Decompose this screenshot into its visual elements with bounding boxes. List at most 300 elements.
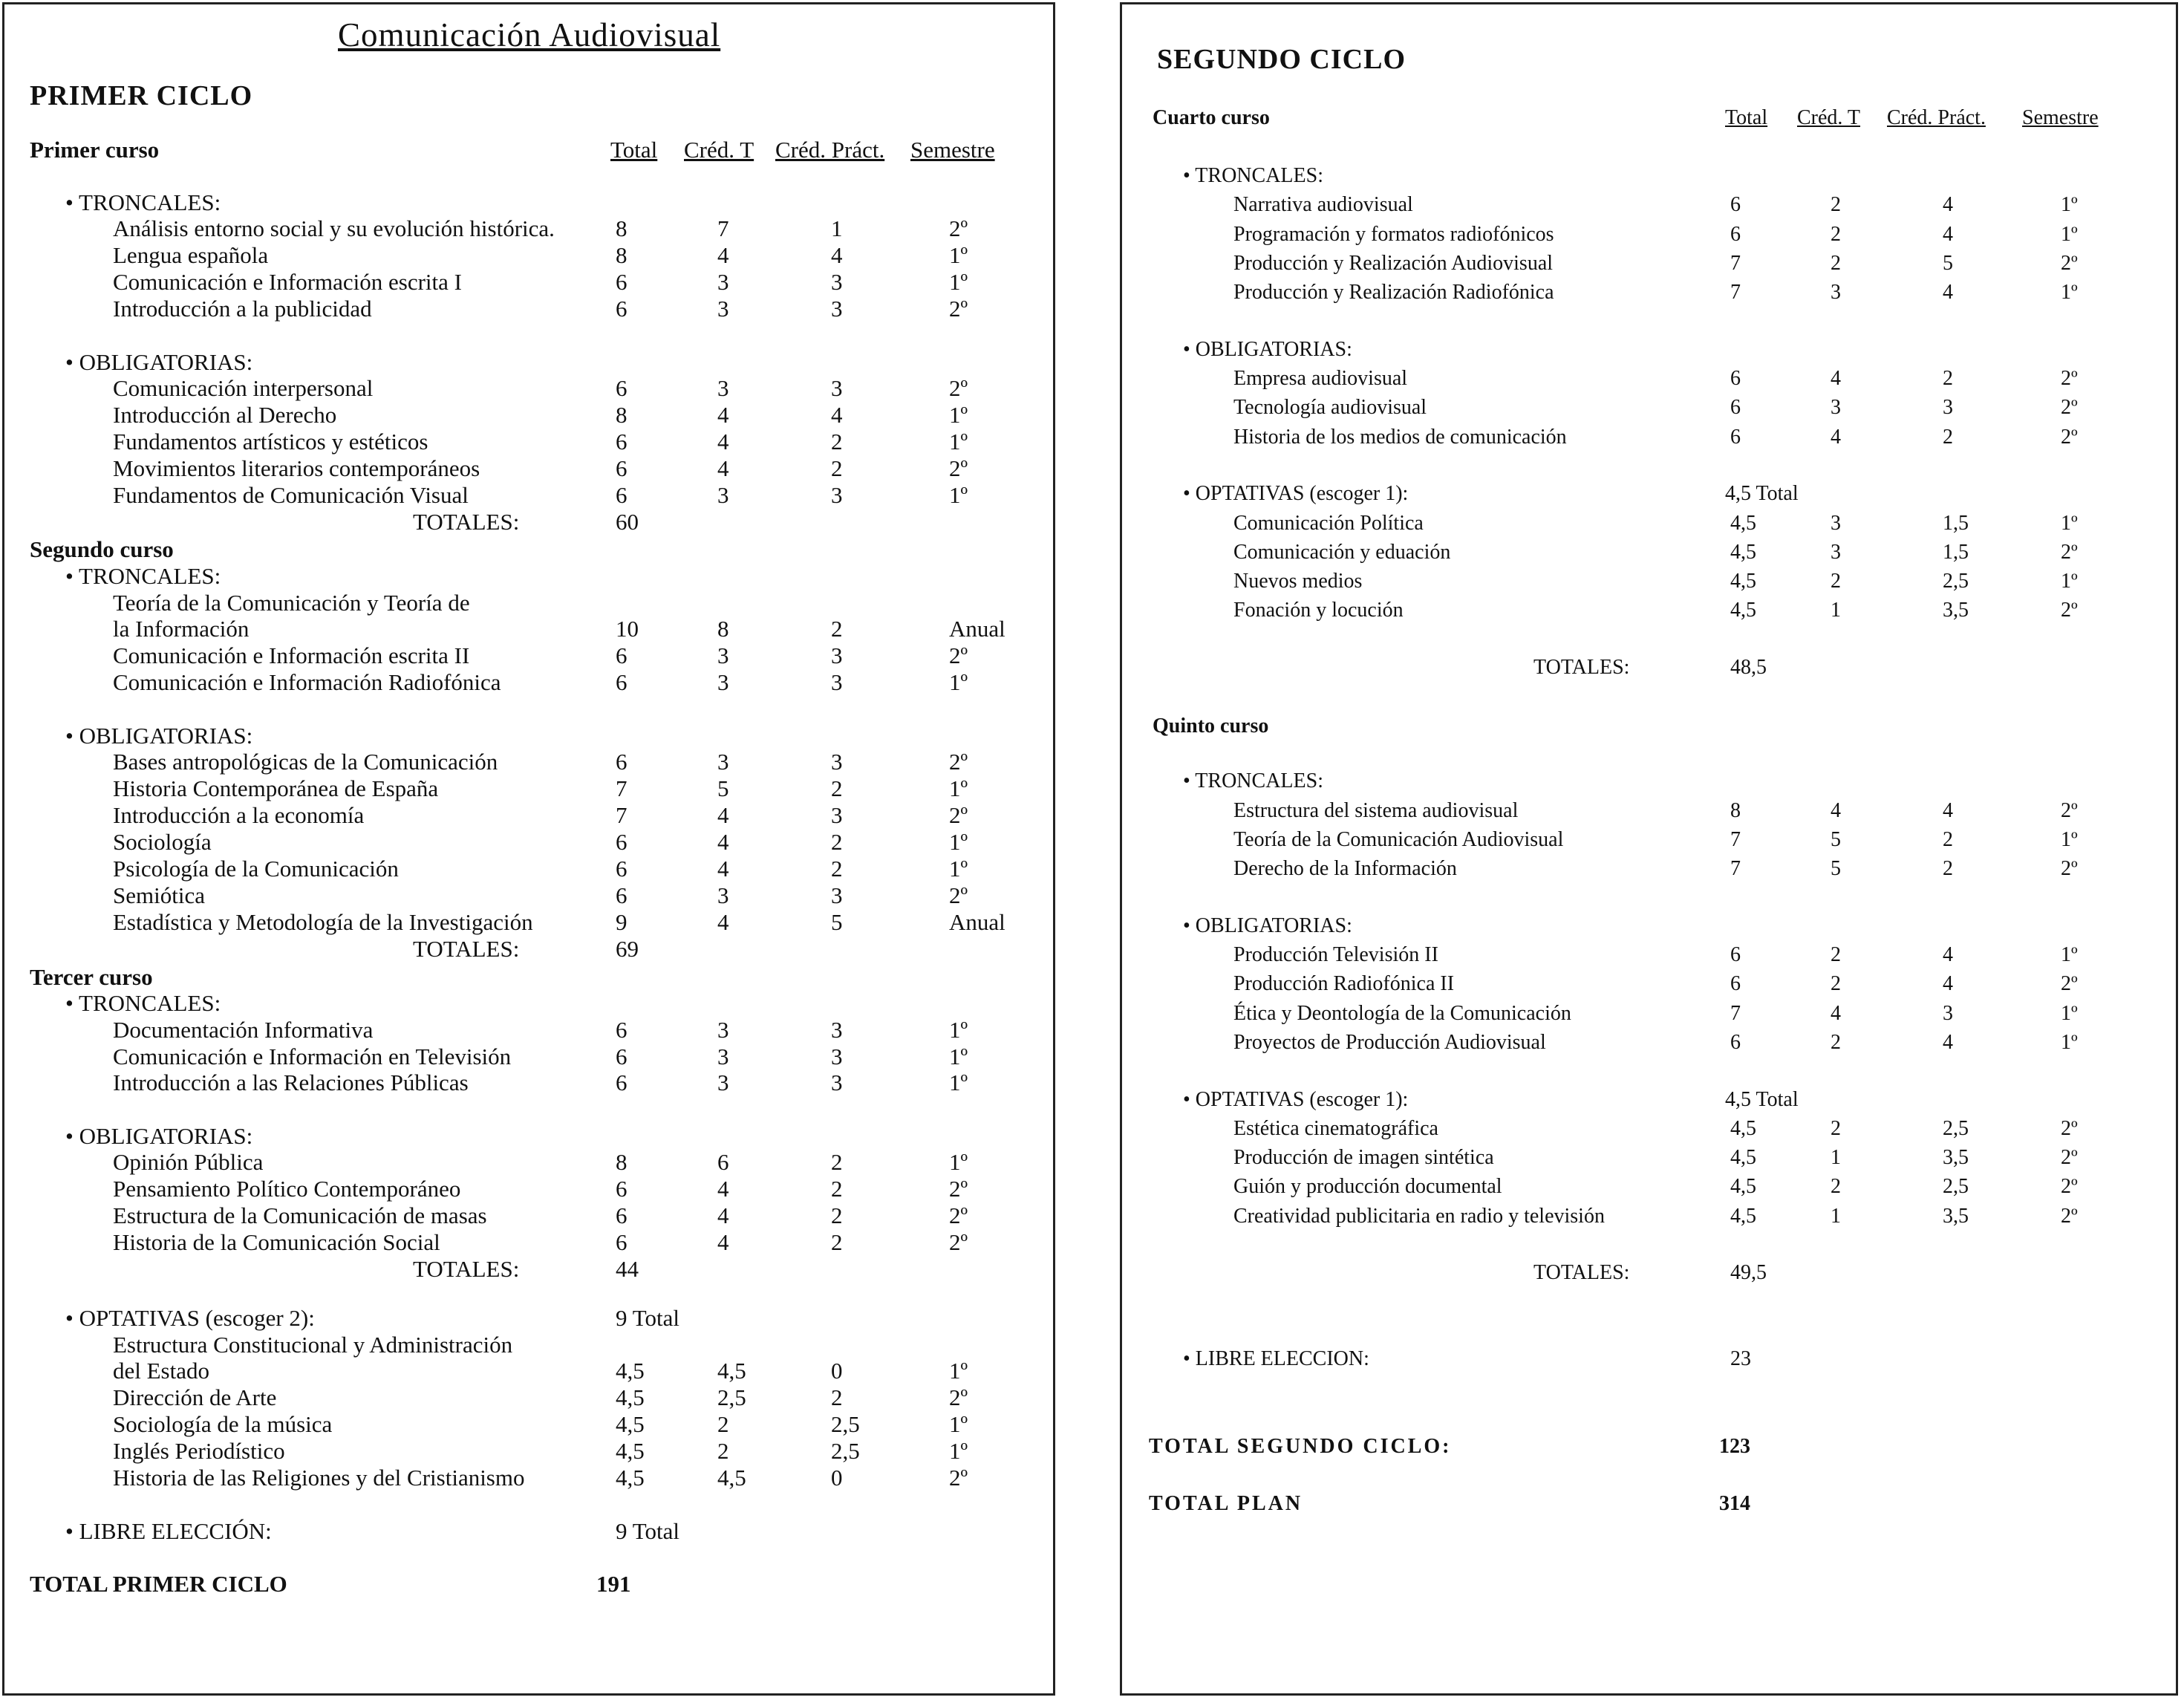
subject-cred-t: 3 — [717, 482, 729, 508]
subject-cred-t: 7 — [717, 215, 729, 241]
subject-semestre: 1º — [949, 1017, 968, 1043]
subject-semestre: 1º — [949, 775, 968, 801]
subject-name: Empresa audiovisual — [1233, 367, 1408, 390]
subject-cred-p: 3,5 — [1943, 1146, 1969, 1169]
subject-total: 4,5 — [616, 1384, 645, 1410]
subject-semestre: 1º — [2061, 223, 2078, 246]
subject-cred-p: 2 — [1943, 426, 1953, 449]
subject-semestre: 2º — [2061, 1205, 2078, 1228]
subject-semestre: 1º — [949, 1358, 968, 1384]
column-header-cred-t: Créd. T — [1797, 106, 1861, 129]
subject-cred-p: 3 — [831, 882, 843, 908]
subject-semestre: 1º — [949, 402, 968, 428]
subject-name: Introducción a las Relaciones Públicas — [113, 1069, 469, 1095]
subject-total: 10 — [616, 616, 639, 642]
subject-cred-t: 1 — [1831, 1146, 1841, 1169]
subject-name: Comunicación e Información Radiofónica — [113, 669, 501, 695]
subject-semestre: 1º — [2061, 1002, 2078, 1025]
group-label: • OBLIGATORIAS: — [65, 349, 253, 375]
group-label: • OBLIGATORIAS: — [65, 723, 253, 749]
group-label: • TRONCALES: — [65, 189, 221, 215]
subject-semestre: Anual — [949, 616, 1005, 642]
subject-semestre: 1º — [2061, 193, 2078, 216]
subject-cred-p: 2,5 — [831, 1411, 860, 1437]
subject-cred-p: 4 — [1943, 193, 1953, 216]
subject-cred-p: 4 — [831, 402, 843, 428]
subject-total: 6 — [1730, 943, 1741, 966]
subject-cred-p: 3 — [831, 802, 843, 828]
course-totals-value: 69 — [616, 936, 639, 962]
group-total: 4,5 Total — [1725, 482, 1799, 505]
subject-name: Psicología de la Comunicación — [113, 856, 399, 882]
subject-total: 4,5 — [1730, 541, 1756, 564]
subject-cred-t: 4,5 — [717, 1358, 746, 1384]
subject-total: 9 — [616, 909, 628, 935]
subject-semestre: 2º — [949, 802, 968, 828]
group-label: • OBLIGATORIAS: — [1183, 914, 1352, 937]
subject-cred-t: 6 — [717, 1149, 729, 1175]
subject-semestre: 2º — [949, 215, 968, 241]
subject-total: 8 — [616, 215, 628, 241]
subject-name: Teoría de la Comunicación y Teoría de — [113, 590, 470, 616]
subject-semestre: 2º — [2061, 1175, 2078, 1198]
subject-cred-t: 3 — [717, 375, 729, 401]
subject-semestre: 2º — [949, 642, 968, 668]
subject-name: Comunicación y eduación — [1233, 541, 1451, 564]
subject-cred-t: 4 — [717, 856, 729, 882]
subject-name: Fundamentos de Comunicación Visual — [113, 482, 469, 508]
subject-cred-t: 2,5 — [717, 1384, 746, 1410]
subject-semestre: 2º — [2061, 1146, 2078, 1169]
subject-semestre: 2º — [949, 296, 968, 322]
subject-cred-p: 2 — [831, 1384, 843, 1410]
subject-cred-t: 4 — [717, 429, 729, 455]
subject-cred-p: 0 — [831, 1358, 843, 1384]
course-totals-value: 60 — [616, 509, 639, 535]
subject-semestre: 1º — [949, 1438, 968, 1464]
subject-cred-p: 3 — [831, 375, 843, 401]
subject-total: 6 — [616, 375, 628, 401]
subject-cred-t: 4 — [1831, 426, 1841, 449]
subject-total: 8 — [616, 402, 628, 428]
subject-semestre: 2º — [2061, 1117, 2078, 1140]
cycle-heading: PRIMER CICLO — [30, 80, 253, 111]
subject-total: 7 — [616, 775, 628, 801]
subject-name: Comunicación interpersonal — [113, 375, 374, 401]
course-heading: Primer curso — [30, 137, 160, 163]
subject-semestre: 2º — [2061, 252, 2078, 275]
subject-name: Producción Radiofónica II — [1233, 972, 1455, 995]
subject-semestre: Anual — [949, 909, 1005, 935]
subject-semestre: 2º — [949, 882, 968, 908]
subject-cred-p: 3 — [1943, 396, 1953, 419]
subject-name: Comunicación e Información escrita I — [113, 269, 462, 295]
subject-cred-p: 3,5 — [1943, 1205, 1969, 1228]
subject-total: 4,5 — [616, 1438, 645, 1464]
subject-name: Historia Contemporánea de España — [113, 775, 439, 801]
subject-total: 7 — [1730, 252, 1741, 275]
subject-cred-t: 2 — [1831, 1175, 1841, 1198]
subject-cred-p: 2 — [1943, 367, 1953, 390]
subject-cred-p: 2 — [831, 616, 843, 642]
group-label: • OPTATIVAS (escoger 1): — [1183, 482, 1409, 505]
subject-name: Historia de las Religiones y del Cristianismo — [113, 1465, 525, 1491]
subject-cred-t: 3 — [717, 669, 729, 695]
subject-semestre: 2º — [949, 1176, 968, 1202]
total-primer-ciclo-value: 191 — [596, 1571, 631, 1597]
group-total: 9 Total — [616, 1305, 679, 1331]
subject-total: 6 — [616, 749, 628, 775]
subject-semestre: 2º — [949, 1229, 968, 1255]
group-label: • OBLIGATORIAS: — [65, 1123, 253, 1149]
subject-name: Producción de imagen sintética — [1233, 1146, 1494, 1169]
subject-cred-t: 2 — [1831, 972, 1841, 995]
subject-semestre: 1º — [949, 1149, 968, 1175]
subject-cred-t: 8 — [717, 616, 729, 642]
cycle-heading: SEGUNDO CICLO — [1157, 44, 1406, 75]
column-header-total: Total — [1725, 106, 1768, 129]
subject-cred-t: 3 — [1831, 512, 1841, 535]
subject-semestre: 2º — [2061, 857, 2078, 880]
subject-total: 8 — [616, 242, 628, 268]
subject-cred-t: 3 — [717, 1017, 729, 1043]
group-label: • TRONCALES: — [1183, 164, 1323, 187]
subject-cred-t: 3 — [1831, 541, 1841, 564]
subject-cred-p: 2 — [1943, 828, 1953, 851]
subject-semestre: 1º — [949, 242, 968, 268]
subject-semestre: 1º — [2061, 943, 2078, 966]
subject-semestre: 2º — [2061, 426, 2078, 449]
subject-total: 4,5 — [1730, 1117, 1756, 1140]
course-heading: Tercer curso — [30, 964, 153, 990]
subject-cred-t: 3 — [717, 642, 729, 668]
subject-total: 6 — [616, 455, 628, 481]
subject-total: 6 — [616, 482, 628, 508]
subject-cred-t: 4 — [717, 455, 729, 481]
subject-cred-p: 2 — [1943, 857, 1953, 880]
subject-name: Producción Televisión II — [1233, 943, 1438, 966]
subject-name: Estética cinematográfica — [1233, 1117, 1438, 1140]
subject-cred-p: 4 — [1943, 799, 1953, 822]
subject-cred-p: 2,5 — [1943, 570, 1969, 593]
subject-semestre: 2º — [949, 1202, 968, 1228]
subject-name: Fonación y locución — [1233, 599, 1404, 622]
subject-semestre: 2º — [2061, 799, 2078, 822]
subject-semestre: 1º — [949, 1043, 968, 1069]
subject-total: 4,5 — [1730, 1175, 1756, 1198]
subject-name: Tecnología audiovisual — [1233, 396, 1427, 419]
subject-total: 6 — [616, 669, 628, 695]
course-totals-label: TOTALES: — [1533, 656, 1630, 679]
subject-cred-p: 2 — [831, 1149, 843, 1175]
subject-name: Análisis entorno social y su evolución histórica. — [113, 215, 555, 241]
course-totals-value: 49,5 — [1730, 1261, 1767, 1284]
subject-cred-t: 3 — [1831, 281, 1841, 304]
subject-name: la Información — [113, 616, 250, 642]
subject-total: 6 — [616, 1069, 628, 1095]
subject-semestre: 2º — [949, 455, 968, 481]
subject-cred-t: 1 — [1831, 599, 1841, 622]
subject-name: del Estado — [113, 1358, 209, 1384]
subject-cred-t: 4 — [717, 242, 729, 268]
subject-name: Pensamiento Político Contemporáneo — [113, 1176, 461, 1202]
subject-cred-t: 5 — [1831, 857, 1841, 880]
subject-name: Sociología de la música — [113, 1411, 333, 1437]
subject-total: 6 — [616, 1176, 628, 1202]
subject-cred-t: 4 — [717, 1202, 729, 1228]
subject-total: 6 — [616, 882, 628, 908]
subject-total: 4,5 — [1730, 512, 1756, 535]
subject-name: Documentación Informativa — [113, 1017, 374, 1043]
subject-total: 6 — [616, 429, 628, 455]
subject-cred-p: 3 — [831, 1043, 843, 1069]
subject-name: Proyectos de Producción Audiovisual — [1233, 1031, 1546, 1054]
subject-cred-p: 4 — [1943, 1031, 1953, 1054]
subject-cred-p: 2,5 — [1943, 1175, 1969, 1198]
total-plan-value: 314 — [1719, 1492, 1750, 1515]
subject-cred-t: 3 — [1831, 396, 1841, 419]
subject-total: 4,5 — [616, 1411, 645, 1437]
subject-cred-p: 2,5 — [1943, 1117, 1969, 1140]
subject-cred-t: 2 — [1831, 570, 1841, 593]
subject-cred-t: 2 — [717, 1411, 729, 1437]
subject-name: Programación y formatos radiofónicos — [1233, 223, 1554, 246]
subject-cred-p: 3 — [831, 642, 843, 668]
subject-cred-p: 3 — [831, 296, 843, 322]
subject-total: 7 — [1730, 281, 1741, 304]
subject-name: Historia de los medios de comunicación — [1233, 426, 1567, 449]
group-label: • OPTATIVAS (escoger 2): — [65, 1305, 315, 1331]
subject-name: Nuevos medios — [1233, 570, 1363, 593]
subject-cred-p: 1,5 — [1943, 512, 1969, 535]
subject-semestre: 2º — [2061, 367, 2078, 390]
subject-cred-p: 4 — [831, 242, 843, 268]
subject-name: Comunicación Política — [1233, 512, 1424, 535]
subject-cred-t: 4 — [717, 1229, 729, 1255]
course-heading: Cuarto curso — [1153, 106, 1270, 129]
subject-cred-p: 4 — [1943, 943, 1953, 966]
subject-total: 6 — [616, 269, 628, 295]
subject-total: 6 — [616, 1043, 628, 1069]
total-plan-label: TOTAL PLAN — [1149, 1492, 1303, 1515]
subject-cred-t: 4 — [1831, 799, 1841, 822]
subject-name: Creatividad publicitaria en radio y televisión — [1233, 1205, 1605, 1228]
column-header-cred-p: Créd. Práct. — [1887, 106, 1986, 129]
subject-cred-t: 5 — [717, 775, 729, 801]
subject-cred-p: 4 — [1943, 972, 1953, 995]
subject-total: 4,5 — [1730, 1146, 1756, 1169]
subject-total: 4,5 — [1730, 1205, 1756, 1228]
subject-total: 4,5 — [616, 1465, 645, 1491]
subject-cred-t: 2 — [1831, 943, 1841, 966]
subject-cred-p: 3 — [831, 1069, 843, 1095]
subject-semestre: 2º — [2061, 972, 2078, 995]
subject-cred-t: 4,5 — [717, 1465, 746, 1491]
subject-cred-p: 2 — [831, 1202, 843, 1228]
subject-name: Producción y Realización Audiovisual — [1233, 252, 1554, 275]
group-label: • OPTATIVAS (escoger 1): — [1183, 1088, 1409, 1111]
subject-cred-t: 2 — [1831, 223, 1841, 246]
subject-total: 6 — [1730, 367, 1741, 390]
subject-name: Lengua española — [113, 242, 269, 268]
subject-semestre: 2º — [2061, 541, 2078, 564]
subject-cred-t: 2 — [1831, 1117, 1841, 1140]
subject-semestre: 2º — [2061, 599, 2078, 622]
course-totals-label: TOTALES: — [1533, 1261, 1630, 1284]
column-header-semestre: Semestre — [910, 137, 995, 163]
subject-total: 4,5 — [1730, 570, 1756, 593]
subject-total: 6 — [616, 1202, 628, 1228]
subject-cred-p: 3 — [831, 749, 843, 775]
subject-cred-t: 3 — [717, 882, 729, 908]
total-primer-ciclo-label: TOTAL PRIMER CICLO — [30, 1571, 287, 1597]
subject-semestre: 1º — [949, 829, 968, 855]
subject-name: Inglés Periodístico — [113, 1438, 285, 1464]
subject-cred-p: 0 — [831, 1465, 843, 1491]
subject-name: Bases antropológicas de la Comunicación — [113, 749, 498, 775]
subject-cred-t: 4 — [717, 829, 729, 855]
subject-total: 6 — [616, 829, 628, 855]
course-heading: Quinto curso — [1153, 714, 1269, 737]
subject-semestre: 1º — [2061, 281, 2078, 304]
subject-cred-t: 3 — [717, 1043, 729, 1069]
subject-semestre: 1º — [949, 269, 968, 295]
course-totals-label: TOTALES: — [413, 1256, 520, 1282]
subject-total: 7 — [1730, 857, 1741, 880]
subject-cred-p: 3,5 — [1943, 599, 1969, 622]
subject-cred-t: 3 — [717, 296, 729, 322]
subject-cred-t: 2 — [1831, 193, 1841, 216]
subject-name: Estructura de la Comunicación de masas — [113, 1202, 487, 1228]
subject-name: Comunicación e Información en Televisión — [113, 1043, 512, 1069]
subject-total: 7 — [1730, 828, 1741, 851]
subject-total: 6 — [616, 1017, 628, 1043]
subject-semestre: 2º — [949, 1465, 968, 1491]
subject-total: 8 — [616, 1149, 628, 1175]
course-heading: Segundo curso — [30, 536, 174, 562]
subject-cred-t: 4 — [1831, 367, 1841, 390]
group-label: • TRONCALES: — [65, 990, 221, 1016]
subject-cred-p: 5 — [831, 909, 843, 935]
subject-name: Dirección de Arte — [113, 1384, 277, 1410]
subject-name: Estructura del sistema audiovisual — [1233, 799, 1519, 822]
subject-total: 7 — [616, 802, 628, 828]
column-header-semestre: Semestre — [2022, 106, 2099, 129]
subject-name: Ética y Deontología de la Comunicación — [1233, 1002, 1571, 1025]
column-header-total: Total — [610, 137, 658, 163]
subject-total: 6 — [1730, 396, 1741, 419]
subject-cred-p: 1 — [831, 215, 843, 241]
subject-semestre: 1º — [949, 669, 968, 695]
subject-cred-p: 2 — [831, 829, 843, 855]
subject-total: 4,5 — [616, 1358, 645, 1384]
subject-cred-t: 2 — [717, 1438, 729, 1464]
subject-name: Movimientos literarios contemporáneos — [113, 455, 480, 481]
subject-name: Introducción a la economía — [113, 802, 365, 828]
subject-cred-p: 3 — [831, 482, 843, 508]
subject-semestre: 1º — [949, 429, 968, 455]
subject-total: 6 — [1730, 193, 1741, 216]
libre-eleccion-value: 9 Total — [616, 1518, 679, 1544]
subject-name: Historia de la Comunicación Social — [113, 1229, 440, 1255]
subject-cred-p: 2 — [831, 429, 843, 455]
subject-semestre: 1º — [949, 856, 968, 882]
column-header-cred-p: Créd. Práct. — [775, 137, 885, 163]
subject-total: 8 — [1730, 799, 1741, 822]
subject-cred-p: 2 — [831, 455, 843, 481]
subject-total: 6 — [1730, 426, 1741, 449]
document-title: Comunicación Audiovisual — [338, 16, 721, 53]
subject-cred-t: 4 — [717, 909, 729, 935]
subject-semestre: 1º — [949, 1069, 968, 1095]
subject-cred-p: 1,5 — [1943, 541, 1969, 564]
subject-cred-p: 3 — [1943, 1002, 1953, 1025]
subject-cred-p: 4 — [1943, 223, 1953, 246]
subject-name: Derecho de la Información — [1233, 857, 1457, 880]
subject-cred-t: 2 — [1831, 1031, 1841, 1054]
subject-total: 6 — [616, 1229, 628, 1255]
course-totals-label: TOTALES: — [413, 509, 520, 535]
group-label: • OBLIGATORIAS: — [1183, 338, 1352, 361]
subject-cred-t: 3 — [717, 1069, 729, 1095]
course-totals-value: 48,5 — [1730, 656, 1767, 679]
subject-cred-t: 3 — [717, 269, 729, 295]
subject-semestre: 1º — [2061, 512, 2078, 535]
subject-semestre: 2º — [949, 1384, 968, 1410]
subject-total: 6 — [616, 856, 628, 882]
subject-name: Fundamentos artísticos y estéticos — [113, 429, 428, 455]
subject-cred-t: 5 — [1831, 828, 1841, 851]
subject-semestre: 1º — [2061, 570, 2078, 593]
course-totals-label: TOTALES: — [413, 936, 520, 962]
subject-total: 6 — [1730, 1031, 1741, 1054]
subject-total: 6 — [1730, 223, 1741, 246]
subject-name: Semiótica — [113, 882, 205, 908]
subject-total: 7 — [1730, 1002, 1741, 1025]
subject-cred-t: 4 — [717, 402, 729, 428]
subject-cred-p: 3 — [831, 669, 843, 695]
total-segundo-ciclo-value: 123 — [1719, 1435, 1750, 1458]
subject-cred-t: 4 — [717, 802, 729, 828]
subject-name: Narrativa audiovisual — [1233, 193, 1413, 216]
subject-semestre: 2º — [949, 749, 968, 775]
subject-semestre: 1º — [2061, 828, 2078, 851]
subject-total: 6 — [1730, 972, 1741, 995]
subject-semestre: 2º — [949, 375, 968, 401]
subject-cred-p: 4 — [1943, 281, 1953, 304]
column-header-cred-t: Créd. T — [684, 137, 754, 163]
subject-semestre: 1º — [949, 1411, 968, 1437]
subject-semestre: 2º — [2061, 396, 2078, 419]
subject-total: 4,5 — [1730, 599, 1756, 622]
subject-cred-t: 2 — [1831, 252, 1841, 275]
group-total: 4,5 Total — [1725, 1088, 1799, 1111]
subject-cred-p: 2 — [831, 1176, 843, 1202]
subject-cred-t: 3 — [717, 749, 729, 775]
subject-cred-p: 2,5 — [831, 1438, 860, 1464]
subject-cred-p: 2 — [831, 856, 843, 882]
group-label: • TRONCALES: — [1183, 769, 1323, 792]
libre-eleccion-label: • LIBRE ELECCION: — [1183, 1347, 1369, 1370]
subject-cred-t: 1 — [1831, 1205, 1841, 1228]
subject-cred-t: 4 — [717, 1176, 729, 1202]
subject-cred-t: 4 — [1831, 1002, 1841, 1025]
subject-name: Guión y producción documental — [1233, 1175, 1502, 1198]
subject-name: Introducción a la publicidad — [113, 296, 372, 322]
subject-name: Comunicación e Información escrita II — [113, 642, 470, 668]
subject-semestre: 1º — [949, 482, 968, 508]
libre-eleccion-label: • LIBRE ELECCIÓN: — [65, 1518, 272, 1544]
